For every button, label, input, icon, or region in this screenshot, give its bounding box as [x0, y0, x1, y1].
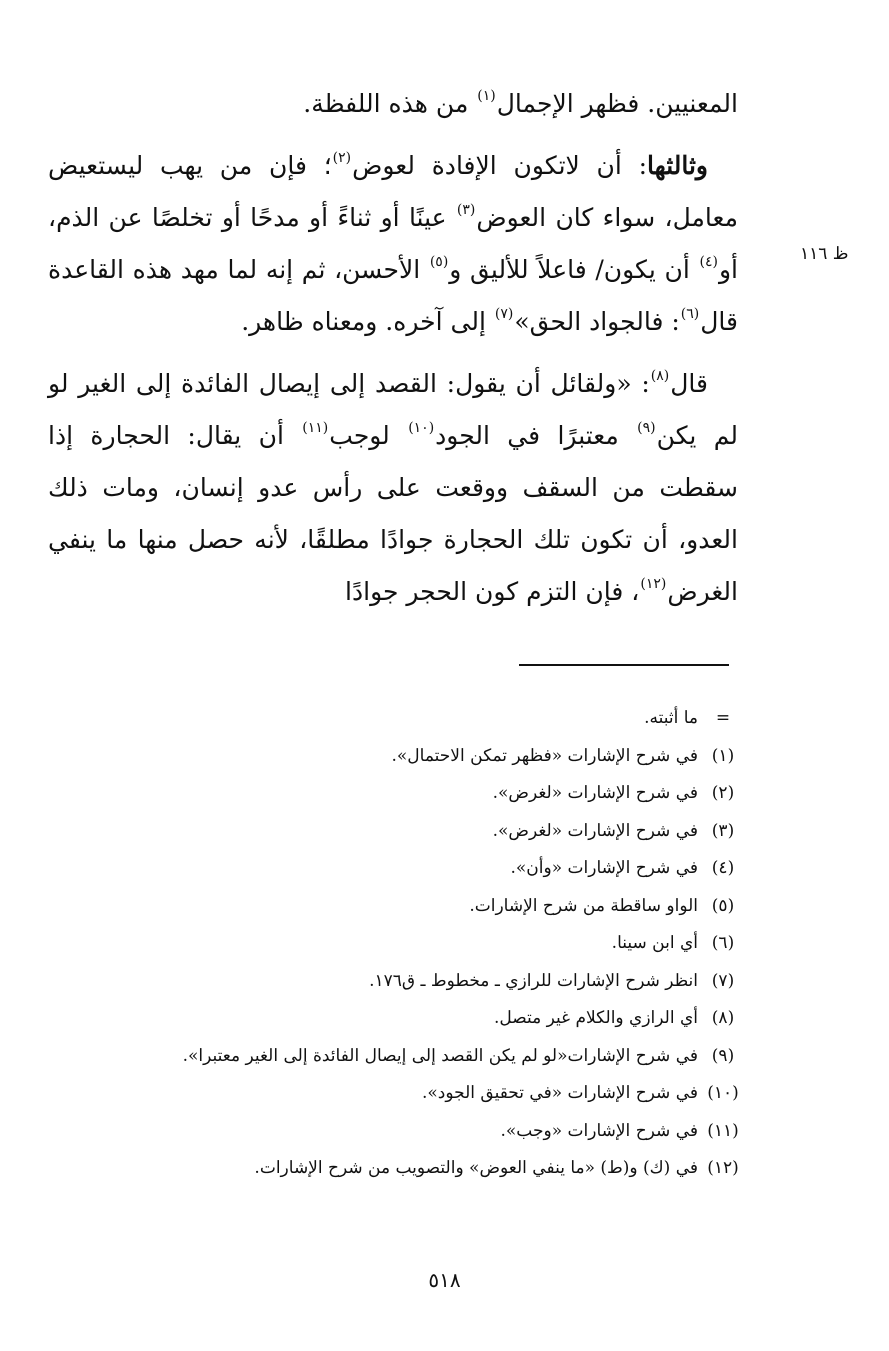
- footnote-ref-1[interactable]: (١): [477, 88, 496, 104]
- continuation-mark: =: [715, 708, 731, 728]
- footnote-number: (٢): [711, 783, 735, 803]
- footnote-item: [60, 1113, 748, 1151]
- text-run: : فالجواد الحق»: [514, 307, 680, 336]
- manuscript-folio-marker: ظ ١١٦: [800, 244, 849, 264]
- footnote-text: في شرح الإشارات «لغرض».: [492, 783, 698, 803]
- footnote-number: (١٠): [707, 1083, 739, 1103]
- footnote-number: (٧): [711, 970, 735, 991]
- text-run: ، فإن التزم كون الحجر جوادًا: [345, 577, 640, 606]
- footnotes-section: [60, 700, 748, 1188]
- footnote-item: [60, 888, 748, 926]
- footnote-text: الواو ساقطة من شرح الإشارات.: [469, 895, 698, 916]
- footnote-item: [60, 850, 748, 888]
- footnote-number: (١٢): [707, 1158, 739, 1178]
- footnote-item: [60, 1038, 748, 1076]
- footnote-text: في شرح الإشارات «وأن».: [510, 858, 698, 878]
- footnote-number: (١): [711, 745, 735, 766]
- text-run: معتبرًا في الجود: [435, 421, 637, 450]
- footnote-item: [60, 1150, 748, 1188]
- footnote-ref-6[interactable]: (٦): [680, 306, 700, 322]
- text-run: لوجب: [329, 421, 408, 450]
- footnote-continuation: [60, 700, 748, 738]
- text-run: إلى آخره. ومعناه ظاهر.: [241, 307, 494, 336]
- paragraph-1: [48, 78, 738, 130]
- footnote-item: [60, 1075, 748, 1113]
- text-run: : أن لاتكون الإفادة لعوض: [352, 151, 648, 180]
- text-run: قال: [670, 369, 708, 398]
- footnote-text: أي ابن سينا.: [611, 933, 698, 953]
- footnote-number: (٦): [711, 933, 735, 953]
- footnote-item: [60, 813, 748, 851]
- footnote-text: في (ك) و(ط) «ما ينفي العوض» والتصويب من شرح الإشارات.: [254, 1158, 698, 1178]
- footnote-ref-12[interactable]: (١٢): [640, 576, 667, 592]
- footnote-text: ما أثبته.: [644, 708, 698, 728]
- footnote-ref-7[interactable]: (٧): [494, 306, 514, 322]
- text-run: المعنيين. فظهر الإجمال: [496, 89, 738, 118]
- footnote-number: (٣): [711, 820, 735, 841]
- footnote-number: (٤): [711, 858, 735, 878]
- paragraph-3: [48, 358, 738, 618]
- footnote-text: في شرح الإشارات «في تحقيق الجود».: [421, 1083, 698, 1103]
- text-run: الأحسن، ثم إنه لما مهد هذه القاعدة قال: [48, 255, 738, 336]
- footnote-number: (٥): [711, 895, 735, 916]
- footnote-text: في شرح الإشارات «فظهر تمكن الاحتمال».: [391, 745, 698, 766]
- footnote-item: [60, 738, 748, 776]
- main-text: [48, 78, 738, 618]
- paragraph-lead-word: وثالثها: [647, 151, 708, 180]
- footnote-number: (٨): [711, 1008, 735, 1028]
- footnote-ref-11[interactable]: (١١): [302, 420, 329, 436]
- footnote-item: [60, 963, 748, 1001]
- footnote-item: [60, 775, 748, 813]
- text-run: أن يقال: الحجارة إذا سقطت من السقف ووقعت على رأس عدو إنسان، ومات ذلك العدو، أن تكون تلك الحجارة جوادًا مطلقًا، لأنه حصل منها ما ينفي الغرض: [48, 421, 738, 606]
- text-run: : «ولقائل أن يقول: القصد إلى إيصال الفائدة إلى الغير لو لم يكن: [48, 369, 739, 450]
- text-run: أن يكون/ فاعلاً للأليق و: [449, 255, 699, 284]
- footnote-text: في شرح الإشارات «لغرض».: [492, 820, 698, 841]
- footnote-number: (٩): [711, 1045, 735, 1066]
- text-run: من هذه اللفظة.: [303, 89, 477, 118]
- footnote-text: أي الرازي والكلام غير متصل.: [494, 1008, 698, 1028]
- footnote-ref-2[interactable]: (٢): [332, 150, 352, 166]
- paragraph-2: [48, 140, 738, 348]
- footnote-separator: [519, 664, 729, 666]
- footnote-item: [60, 925, 748, 963]
- footnote-number: (١١): [707, 1120, 739, 1141]
- text-run: عينًا أو ثناءً أو مدحًا أو تخلصًا عن الذم، أو: [48, 203, 738, 284]
- footnote-ref-4[interactable]: (٤): [699, 254, 718, 270]
- footnote-text: في شرح الإشارات «وجب».: [500, 1120, 698, 1141]
- footnote-ref-8[interactable]: (٨): [650, 368, 670, 384]
- footnote-ref-10[interactable]: (١٠): [408, 420, 435, 436]
- footnote-ref-9[interactable]: (٩): [637, 420, 656, 436]
- footnote-item: [60, 1000, 748, 1038]
- footnote-text: انظر شرح الإشارات للرازي ـ مخطوط ـ ق١٧٦.: [369, 970, 698, 991]
- page-number: ٥١٨: [428, 1268, 461, 1292]
- footnote-text: في شرح الإشارات«لو لم يكن القصد إلى إيصال الفائدة إلى الغير معتبرا».: [182, 1045, 698, 1066]
- footnote-ref-5[interactable]: (٥): [429, 254, 449, 270]
- text-run: ؛ فإن من يهب ليستعيض معامل، سواء كان العوض: [48, 151, 738, 232]
- footnote-ref-3[interactable]: (٣): [456, 202, 476, 218]
